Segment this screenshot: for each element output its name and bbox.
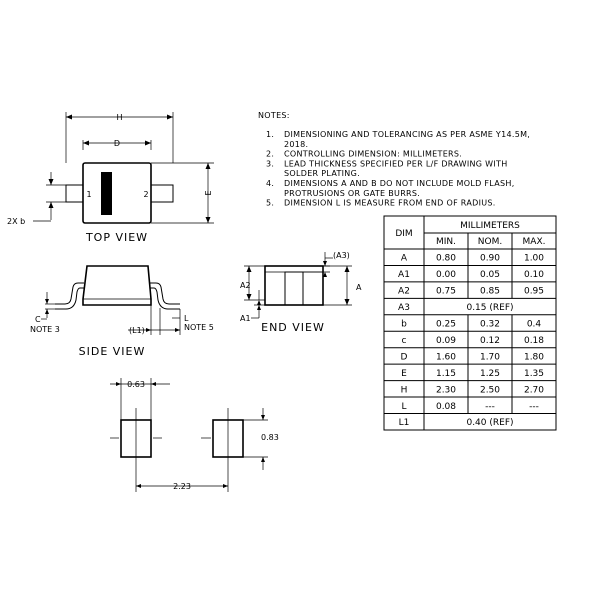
table-value-cell: 1.70 [479, 352, 501, 363]
table-value-cell: --- [529, 401, 539, 412]
end-view-caption: END VIEW [261, 321, 325, 334]
note-number: 1. [266, 130, 275, 139]
footprint [110, 378, 279, 492]
note-text: DIMENSIONS A AND B DO NOT INCLUDE MOLD FLASH, [284, 179, 515, 188]
table-dim-cell: A [400, 253, 408, 264]
pin2-label: 2 [143, 190, 149, 199]
pad-width-label: 0.63 [127, 380, 145, 389]
table-value-cell: 0.80 [435, 253, 457, 264]
dimension-table [384, 216, 556, 430]
side-lead-left [55, 283, 84, 304]
table-dim-cell: A3 [398, 303, 410, 314]
side-lead-right [150, 283, 180, 304]
note-text: LEAD THICKNESS SPECIFIED PER L/F DRAWING WITH [284, 159, 508, 169]
table-value-cell: 0.10 [523, 270, 545, 281]
table-dim-cell: L [401, 401, 407, 412]
table-dim-cell: D [400, 352, 408, 363]
dim-a1-label: A1 [240, 314, 251, 323]
dim-c-label: C [35, 315, 41, 324]
note-number: 5. [266, 198, 275, 208]
table-value-cell: 0.95 [523, 286, 545, 297]
table-value-cell: 1.60 [435, 352, 457, 363]
note-text: DIMENSIONING AND TOLERANCING AS PER ASME Y14.5M, [284, 130, 531, 139]
table-value-cell: 0.00 [435, 270, 457, 281]
table-span-cell: 0.15 (REF) [466, 303, 514, 314]
table-value-cell: 0.4 [526, 319, 542, 330]
table-dim-header: DIM [395, 229, 413, 239]
dim-a3-label: (A3) [333, 251, 350, 260]
note-number: 4. [266, 179, 275, 188]
dim-a-label: A [356, 283, 362, 292]
notes [258, 111, 530, 208]
lead-width-label: 2X b [7, 217, 26, 226]
table-value-cell: 2.30 [435, 385, 457, 396]
table-value-cell: 0.75 [435, 286, 457, 297]
table-subheader: MAX. [522, 237, 546, 247]
dim-d-label: D [113, 139, 121, 148]
table-span-cell: 0.40 (REF) [466, 418, 514, 429]
top-body [83, 163, 151, 223]
table-value-cell: 0.09 [435, 335, 457, 346]
table-dim-cell: E [401, 368, 407, 379]
note-text: CONTROLLING DIMENSION: MILLIMETERS. [284, 149, 463, 159]
table-value-cell: 0.18 [523, 335, 545, 346]
table-value-cell: 1.00 [523, 253, 545, 264]
table-value-cell: --- [485, 401, 495, 412]
table-value-cell: 0.85 [479, 286, 501, 297]
top-view-caption: TOP VIEW [85, 231, 149, 244]
table-dim-cell: A2 [398, 286, 410, 297]
table-value-cell: 0.12 [479, 335, 501, 346]
table-value-cell: 0.08 [435, 401, 457, 412]
pitch-label: 2.23 [173, 482, 191, 491]
notes-title: NOTES: [258, 111, 290, 120]
top-view [7, 112, 214, 244]
table-value-cell: 1.25 [479, 368, 501, 379]
cathode-band [101, 172, 112, 215]
table-dim-cell: b [401, 319, 407, 330]
table-value-cell: 2.50 [479, 385, 501, 396]
note-text: DIMENSION L IS MEASURE FROM END OF RADIUS. [284, 198, 496, 208]
table-subheader: NOM. [477, 237, 503, 247]
table-unit-header: MILLIMETERS [460, 221, 520, 231]
side-view [30, 266, 214, 358]
note-text: 2018. [284, 139, 309, 149]
table-value-cell: 0.25 [435, 319, 457, 330]
note-text: PROTRUSIONS OR GATE BURRS. [284, 188, 421, 198]
table-dim-cell: H [400, 385, 408, 396]
table-value-cell: 2.70 [523, 385, 545, 396]
table-subheader: MIN. [435, 237, 457, 247]
table-value-cell: 1.15 [435, 368, 457, 379]
note3-label: NOTE 3 [30, 325, 60, 334]
table-dim-cell: c [401, 335, 407, 346]
table-value-cell: 0.90 [479, 253, 501, 264]
table-value-cell: 0.32 [479, 319, 501, 330]
note5-label: NOTE 5 [184, 323, 214, 332]
top-lead-right [151, 185, 173, 202]
pin1-label: 1 [86, 190, 92, 199]
table-value-cell: 1.35 [523, 368, 545, 379]
note-number: 3. [266, 159, 275, 169]
top-lead-left [66, 185, 83, 202]
dim-h-label: H [116, 113, 123, 122]
pad-height-label: 0.83 [261, 433, 279, 442]
dim-l1-label: (L1) [129, 326, 145, 335]
note-number: 2. [266, 149, 275, 159]
dim-l-label: L [184, 314, 189, 323]
dim-a2-label: A2 [240, 281, 251, 290]
table-value-cell: 0.05 [479, 270, 501, 281]
table-value-cell: 1.80 [523, 352, 545, 363]
end-view [240, 251, 362, 334]
table-dim-cell: L1 [398, 418, 410, 429]
table-dim-cell: A1 [398, 270, 410, 281]
side-view-caption: SIDE VIEW [78, 345, 146, 358]
dim-e-label: E [204, 190, 213, 196]
end-lead [285, 272, 303, 305]
note-text: SOLDER PLATING. [284, 169, 360, 179]
